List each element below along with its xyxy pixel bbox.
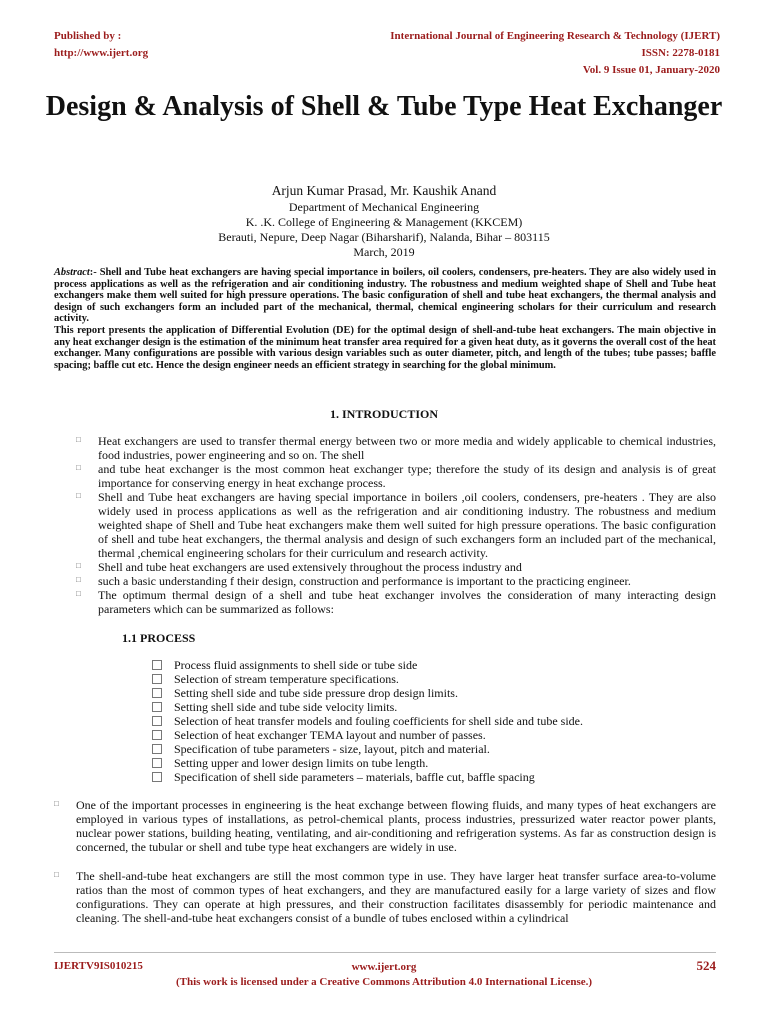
checkbox-square-icon (152, 674, 162, 684)
header-right (390, 28, 720, 79)
list-item (76, 434, 716, 462)
author-block (40, 182, 728, 260)
list-item (152, 700, 712, 714)
list-item (76, 574, 716, 588)
list-item (76, 490, 716, 560)
abstract-text-1: Shell and Tube heat exchangers are having special importance in boilers, oil coolers, condensers, pre-heaters. They are also widely used in process applications as well as the refrigeration and air conditioning industry. The robustness and medium weighted shape of Shell and Tube heat exchangers make them well suited for high pressure operations. The basic configuration of shell and tube heat exchangers, the thermal analysis and design of such exchangers form an included part of the mechanical, thermal, chemical engineering scholars for their curriculum and research activity. (54, 267, 716, 325)
journal-url-link[interactable]: http://www.ijert.org (54, 47, 149, 59)
issn: ISSN: 2278-0181 (641, 47, 720, 59)
paper-id: IJERTV9IS010215 (54, 960, 143, 972)
college: K. .K. College of Engineering & Management (KKCEM) (245, 215, 523, 229)
list-item-text: Selection of heat transfer models and fouling coefficients for shell side and tube side. (174, 714, 583, 728)
list-item (152, 770, 712, 784)
date: March, 2019 (353, 245, 415, 259)
department: Department of Mechanical Engineering (288, 200, 480, 214)
list-item (152, 714, 712, 728)
list-item-text: Setting upper and lower design limits on tube length. (174, 756, 429, 770)
checkbox-square-icon (152, 772, 162, 782)
square-bullet-icon: □ (54, 870, 59, 879)
list-item-text: Selection of heat exchanger TEMA layout and number of passes. (174, 728, 486, 742)
introduction-list (76, 434, 716, 616)
checkbox-square-icon (152, 716, 162, 726)
footer-center (40, 960, 728, 990)
footer-divider (54, 952, 716, 953)
body-paragraph-2 (54, 869, 716, 925)
paragraph-text: The shell-and-tube heat exchangers are still the most common type in use. They have larger heat transfer surface area-to-volume ratios than the most of common types of heat exchangers, and they are manufactured easily for a large variety of sizes and flow configurations. They can operate at high pressures, and their construction facilitates disassembly for periodic maintenance and cleaning. The shell-and-tube heat exchangers consist of a bundle of tubes enclosed within a cylindrical (76, 869, 716, 925)
abstract-paragraph-2: This report presents the application of Differential Evolution (DE) for the optimal design of shell-and-tube heat exchangers. The main objective in any heat exchanger design is the estimation of the minimum heat transfer area required for a given heat duty, as it governs the overall cost of the heat exchanger. Many configurations are possible with various design variables such as outer diameter, pitch, and length of the tubes; tube passes; baffle spacing; baffle cut etc. Hence the design engineer needs an efficient strategy in searching for the global minimum. (54, 324, 716, 371)
published-by-label: Published by : (54, 30, 122, 42)
address: Berauti, Nepure, Deep Nagar (Biharsharif), Nalanda, Bihar – 803115 (218, 230, 550, 244)
license-note: (This work is licensed under a Creative Commons Attribution 4.0 International License.) (175, 976, 593, 988)
checkbox-square-icon (152, 730, 162, 740)
list-item (152, 686, 712, 700)
checkbox-square-icon (152, 744, 162, 754)
footer-site-link[interactable]: www.ijert.org (351, 961, 417, 973)
list-item (152, 728, 712, 742)
abstract-separator: :- (89, 267, 97, 278)
square-bullet-icon: □ (76, 491, 81, 500)
list-item-text: Process fluid assignments to shell side or tube side (174, 658, 418, 672)
subsection-heading-process: 1.1 PROCESS (122, 631, 196, 645)
square-bullet-icon: □ (76, 463, 81, 472)
abstract-label: Abstract (54, 267, 90, 278)
list-item (76, 462, 716, 490)
list-item-text: such a basic understanding f their design, construction and performance is important to the practicing engineer. (98, 574, 631, 588)
square-bullet-icon: □ (54, 799, 59, 808)
checkbox-square-icon (152, 688, 162, 698)
list-item (152, 658, 712, 672)
list-item-text: and tube heat exchanger is the most common heat exchanger type; therefore the study of its design and analysis is of great importance for conserving energy in heat exchange process. (98, 462, 716, 490)
square-bullet-icon: □ (76, 561, 81, 570)
list-item-text: Setting shell side and tube side velocity limits. (174, 700, 398, 714)
list-item-text: Shell and Tube heat exchangers are having special importance in boilers ,oil coolers, condensers, pre-heaters . They are also widely used in process applications as well as the refrigeration and air conditioning industry. The robustness and medium weighted shape of Shell and Tube heat exchangers make them well suited for high pressure operations. The basic configuration of shell and tube heat exchangers, the thermal analysis and design of such exchangers form an included part of the mechanical, thermal ,chemical engineering scholars for their curriculum and research activity. (98, 490, 716, 560)
list-item-text: Shell and tube heat exchangers are used extensively throughout the process industry and (98, 560, 522, 574)
list-item (152, 756, 712, 770)
list-item-text: Specification of shell side parameters – materials, baffle cut, baffle spacing (174, 770, 535, 784)
list-item-text: The optimum thermal design of a shell and tube heat exchanger involves the consideration of many interacting design parameters which can be summarized as follows: (98, 588, 716, 616)
list-item (152, 672, 712, 686)
square-bullet-icon: □ (76, 589, 81, 598)
authors: Arjun Kumar Prasad, Mr. Kaushik Anand (271, 183, 497, 198)
square-bullet-icon: □ (76, 575, 81, 584)
abstract-paragraph-1 (54, 267, 716, 325)
checkbox-square-icon (152, 660, 162, 670)
list-item-text: Heat exchangers are used to transfer thermal energy between two or more media and widely applicable to chemical industries, food industries, power engineering and so on. The shell (98, 434, 716, 462)
page-number: 524 (696, 958, 716, 973)
checkbox-square-icon (152, 702, 162, 712)
list-item (76, 588, 716, 616)
list-item (76, 560, 716, 574)
process-list (152, 658, 712, 784)
checkbox-square-icon (152, 758, 162, 768)
volume-issue: Vol. 9 Issue 01, January-2020 (582, 64, 720, 76)
section-heading-introduction: 1. INTRODUCTION (329, 407, 438, 421)
square-bullet-icon: □ (76, 435, 81, 444)
header-left (54, 28, 148, 62)
abstract (54, 267, 716, 371)
list-item-text: Selection of stream temperature specifications. (174, 672, 399, 686)
paragraph-text: One of the important processes in engineering is the heat exchange between flowing fluids, and many types of heat exchangers are employed in various types of installations, as petrol-chemical plants, process industries, pressurized water reactor power plants, nuclear power stations, building heating, ventilating, and air-conditioning and refrigeration systems. As far as construction design is concerned, the tubular or shell and tube type heat exchangers are widely in use. (76, 798, 716, 854)
journal-name: International Journal of Engineering Research & Technology (IJERT) (390, 30, 720, 42)
list-item-text: Setting shell side and tube side pressure drop design limits. (174, 686, 458, 700)
list-item (152, 742, 712, 756)
paper-title: Design & Analysis of Shell & Tube Type Heat Exchanger (45, 91, 723, 122)
body-paragraph-1 (54, 798, 716, 854)
list-item-text: Specification of tube parameters - size, layout, pitch and material. (174, 742, 490, 756)
